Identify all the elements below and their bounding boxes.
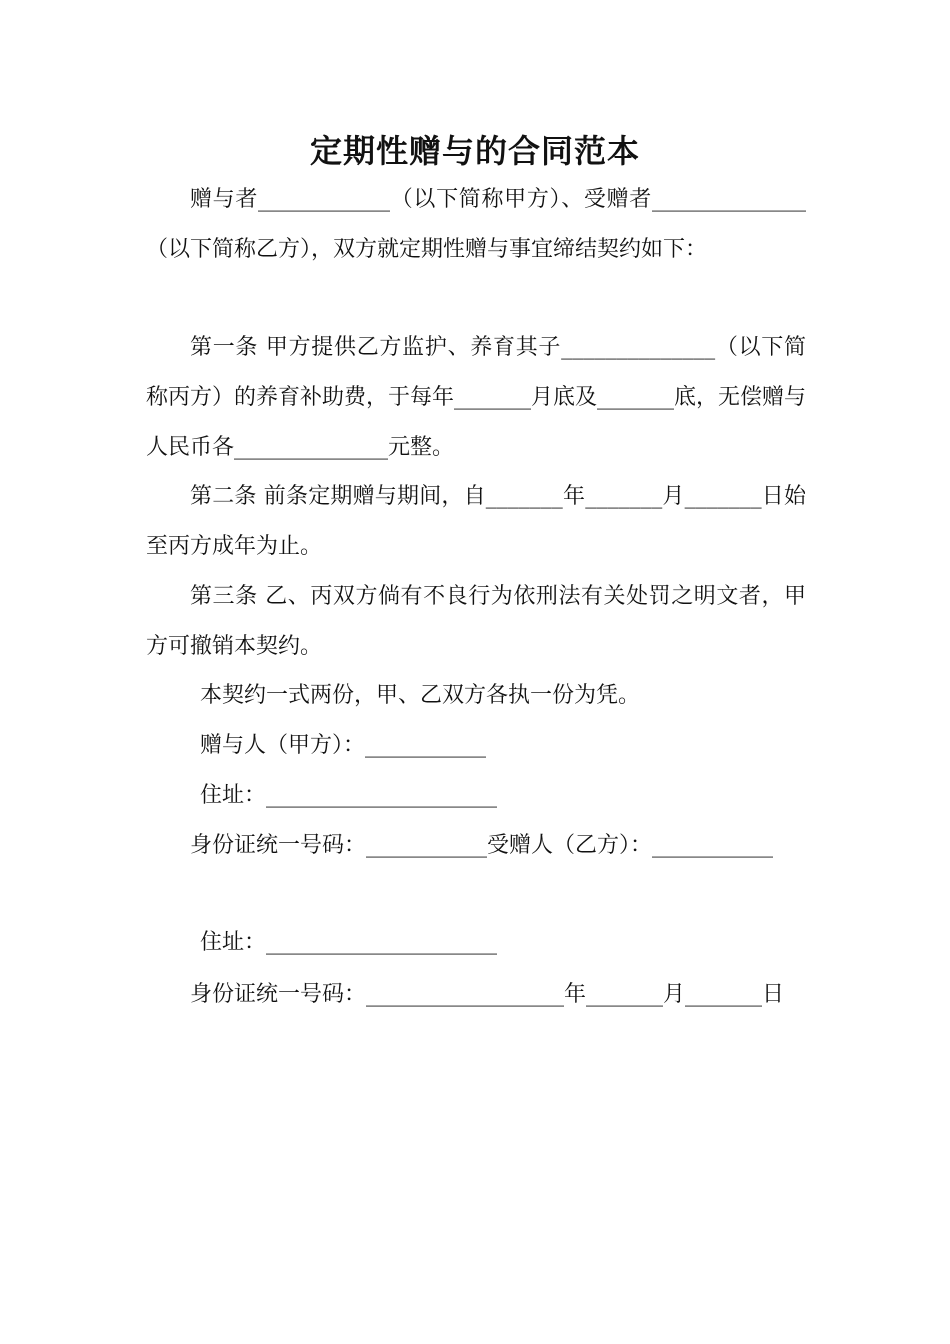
copies-statement: 本契约一式两份，甲、乙双方各执一份为凭。 xyxy=(200,683,641,708)
document-title: 定期性赠与的合同范本 xyxy=(309,132,640,170)
donor-id-and-donee-line: 身份证统一号码：___________受赠人（乙方）：___________ xyxy=(190,833,774,858)
intro-paragraph: 赠与者____________（以下简称甲方）、受赠者______________（以下简称乙方），双方就定期性赠与事宜缔结契约如下： xyxy=(146,187,806,262)
donor-address-line: 住址：_____________________ xyxy=(200,783,498,808)
article-1: 第一条 甲方提供乙方监护、养育其子______________（以下简称丙方）的养育补助费，于每年_______月底及_______底，无偿赠与人民币各______________元整。 xyxy=(146,335,807,460)
donee-address-line: 住址：_____________________ xyxy=(200,930,498,955)
donee-id-and-date-line: 身份证统一号码：__________________年_______月_______日 xyxy=(190,982,785,1007)
article-3: 第三条 乙、丙双方倘有不良行为依刑法有关处罚之明文者，甲方可撤销本契约。 xyxy=(146,584,806,659)
article-2: 第二条 前条定期赠与期间，自_______年_______月_______日始至丙方成年为止。 xyxy=(146,484,806,559)
donor-signature-line: 赠与人（甲方）：___________ xyxy=(200,733,487,758)
